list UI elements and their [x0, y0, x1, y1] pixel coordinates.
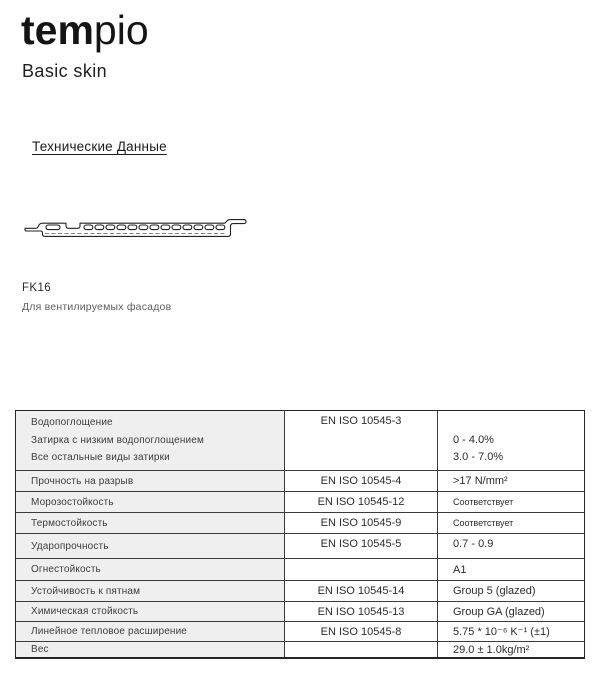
value-cell: Соответствует [453, 518, 514, 528]
property-cell: Линейное тепловое расширение [16, 622, 285, 641]
standard-cell: EN ISO 10545-4 [285, 471, 438, 491]
table-row-water-absorption [16, 411, 584, 470]
standard-cell: EN ISO 10545-8 [285, 622, 438, 641]
value-cell [438, 411, 584, 470]
panel-cross-section-icon [21, 217, 249, 248]
standard-cell: EN ISO 10545-14 [285, 581, 438, 601]
table-row-weight [16, 641, 584, 657]
standard-cell: EN ISO 10545-3 [285, 411, 438, 470]
standard-cell [285, 559, 438, 580]
standard-cell: EN ISO 10545-9 [285, 513, 438, 533]
product-description: Для вентилируемых фасадов [22, 301, 172, 313]
section-heading: Технические Данные [32, 139, 167, 154]
property-line: Все остальные виды затирки [31, 452, 170, 464]
property-cell: Химическая стойкость [16, 602, 285, 621]
table-row-chemical-resistance [16, 601, 584, 621]
value-cell: 5.75 * 10⁻⁶ K⁻¹ (±1) [453, 626, 550, 638]
standard-cell [285, 642, 438, 657]
table-row-impact-resistance [16, 533, 584, 558]
table-row-thermal-resistance [16, 512, 584, 533]
table-row-thermal-expansion [16, 621, 584, 641]
property-line: Затирка с низким водопоглощением [31, 434, 205, 446]
brand-logo [21, 8, 149, 53]
panel-profile-svg [21, 217, 249, 243]
property-cell: Вес [16, 642, 285, 657]
value-cell: Group GA (glazed) [453, 605, 545, 618]
property-cell: Огнестойкость [16, 559, 285, 580]
product-code: FK16 [22, 282, 52, 294]
standard-cell: EN ISO 10545-13 [285, 602, 438, 621]
value-cell: Соответствует [453, 497, 514, 507]
property-cell [16, 411, 285, 470]
property-line: Водопоглощение [31, 417, 113, 428]
brand-logo-bold: tem [21, 7, 94, 53]
table-row-stain-resistance [16, 580, 584, 601]
brand-logo-light: pio [93, 7, 149, 53]
value-line: 0 - 4.0% [453, 433, 494, 446]
table-row-fire-resistance [16, 558, 584, 580]
property-cell: Прочность на разрыв [16, 471, 285, 491]
table-row-frost-resistance [16, 491, 584, 512]
value-cell: A1 [453, 563, 467, 576]
spec-table [15, 410, 585, 659]
standard-cell: EN ISO 10545-12 [285, 492, 438, 512]
property-cell: Ударопрочность [16, 534, 285, 558]
value-cell: 29.0 ± 1.0kg/m² [453, 643, 530, 656]
value-line: 3.0 - 7.0% [453, 451, 504, 464]
value-cell: Group 5 (glazed) [453, 585, 536, 597]
value-cell: >17 N/mm² [453, 475, 508, 487]
table-row-tensile-strength [16, 470, 584, 491]
property-cell: Устойчивость к пятнам [16, 581, 285, 601]
standard-cell: EN ISO 10545-5 [285, 534, 438, 558]
value-cell: 0.7 - 0.9 [453, 538, 494, 550]
property-cell: Термостойкость [16, 513, 285, 533]
product-subtitle: Basic skin [22, 61, 108, 81]
property-cell: Морозостойкость [16, 492, 285, 512]
